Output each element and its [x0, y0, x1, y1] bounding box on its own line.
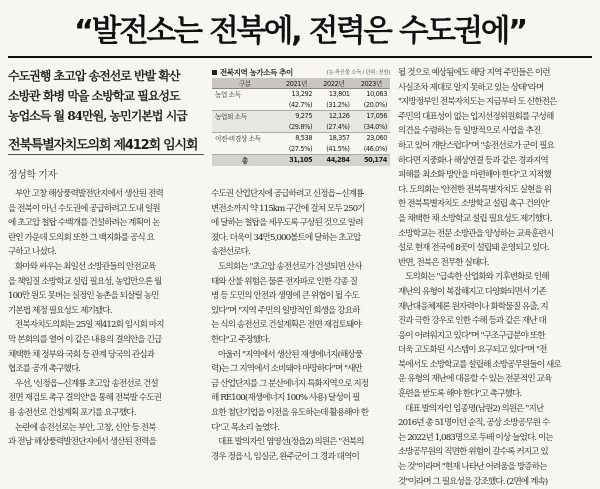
article-line: 100만 원도 못버는 실정인 농촌을 되살릴 농민 — [8, 291, 159, 302]
article-line: 더욱 고도화된 시스템이 요구되고 있다"며 "전 — [398, 345, 547, 356]
table-header: 2023년 — [353, 78, 390, 89]
article-line: 소방학교는 전문 소방관을 양성하는 교육훈련시 — [398, 228, 554, 239]
table-cell — [212, 122, 278, 133]
section-rule — [8, 154, 204, 155]
article-line: 해 RE100(재생에너지 100% 사용) 달성이 필 — [211, 393, 360, 404]
chart-title: 전북지역 농가소득 추이 — [212, 67, 293, 78]
table-cell: 23,060 — [353, 133, 390, 144]
article-line: 전북자치도의회는 25일 제412회 임시회 마지 — [15, 320, 164, 331]
table-cell: 총 — [212, 155, 278, 166]
chart-unit: (농·축산물 소득 / 단위: 천원) — [326, 70, 390, 76]
table-cell: 9,275 — [278, 111, 315, 122]
article-line: 북에서도 소방학교를 설립해 소방공무원들이 새로 — [398, 359, 561, 370]
article-line: 하다면 지중화나 해상연결 등과 같은 경과지역 — [398, 155, 548, 166]
article-line: 진과 극한 강우로 인한 수해 등과 같은 재난 대 — [398, 316, 546, 327]
article-line: 우선, '신정읍~신계룡 초고압 송전선로 건설 — [15, 378, 158, 389]
article-line: 화마와 싸우는 최일선 소방관들의 안전교육 — [15, 261, 156, 272]
table-cell: (20.0%) — [363, 100, 387, 109]
table-cell: 44,284 — [315, 155, 352, 166]
article-line: 는 것"이라며 "현재 나타난 어려움을 방증하는 — [398, 462, 547, 473]
article-line: 사실조차 제대로 알지 못하고 있는 상태"라며 — [398, 82, 544, 93]
article-line: 한 전북특별자치도 소방학교 설립 촉구 건의안' — [398, 199, 550, 210]
table-cell: 8,538 — [278, 133, 315, 144]
article-line: 변전소까지 약 115km 구간에 걸쳐 모두 250기 — [211, 203, 365, 214]
article-line: 채택한 채 정부와 국회 등 관계 당국의 관심과 — [8, 349, 155, 360]
headline-rule — [8, 56, 592, 58]
table-cell: 13,801 — [328, 90, 350, 99]
article-line: 논란에 송전선로는 부안, 고창, 신안 등 전북 — [15, 422, 156, 433]
article-line: 소방공무원의 직면한 위험이 갈수록 커지고 있 — [398, 447, 548, 458]
article-line: 막 본회의를 열어 이 같은 내용의 결의안을 긴급 — [8, 334, 162, 345]
article-line: 졌다. 더욱이 34만5,000볼트에 달하는 초고압 — [211, 232, 361, 243]
article-line: 을 책임질 소방학교 설립 필요성, 농업만으론 월 — [8, 276, 162, 287]
article-line: 도의회는 "초고압 송전선로가 건설되면 산사 — [218, 261, 362, 272]
article-line: 협조를 공개 촉구했다. — [8, 364, 81, 375]
article-line: 대표 발의자인 임종명(남원2) 의원은 "지난 — [405, 403, 544, 414]
table-header: 구분 — [212, 78, 278, 89]
subhead-3: 농업소득 월 84만원, 농민기본법 시급 — [8, 109, 187, 123]
article-line: 피해를 최소화 방안을 마련해야 한다"고 지적했 — [398, 170, 551, 181]
table-cell: (34.0%) — [353, 122, 390, 133]
article-line: 수도권 산업단지에 공급하려고 신정읍~신계룡 — [211, 189, 364, 199]
article-column-2 — [211, 187, 391, 464]
article-line: 과 전남 해상풍력발전단지에서 생산된 전력을 — [8, 437, 156, 448]
article-line: 재난대응체제론 원자력이나 화학물질 유출, 지 — [398, 301, 548, 312]
article-line: 란인 가운데 도의회 또한 그 백지화를 공식 요 — [8, 232, 155, 243]
article-column-3 — [398, 66, 594, 489]
article-line: 있다"며 "지역 주민의 일방적인 희생을 강요하 — [211, 305, 360, 316]
article-line: 력)는 그 지역에서 소비돼야 마땅하다"며 "새만 — [211, 364, 362, 375]
farm-income-table — [212, 66, 390, 181]
article-line: 될 것으로 예상됨에도 해당 지역 주민들은 이런 — [398, 68, 550, 78]
table-cell: 50,174 — [353, 155, 390, 166]
article-line: 용 송전선로 건설계획 포기를 요구했다. — [8, 407, 136, 418]
headline: “발전소는 전북에, 전력은 수도권에” — [73, 13, 526, 49]
article-line: 하고 있어 개탄스럽다"며 "송전선로가 군이 필요 — [398, 140, 554, 151]
table-cell: (46.0%) — [363, 144, 387, 153]
table-cell: (27.4%) — [315, 122, 352, 133]
table-cell: 17,056 — [353, 111, 390, 122]
table-cell: 농업 소득 — [215, 91, 241, 100]
article-line: 한다"고 주장했다. — [211, 334, 270, 345]
article-line: 훈련을 받도록 해야 한다"고 촉구했다. — [398, 389, 522, 400]
article-column-1 — [8, 187, 204, 450]
article-line: 태와 산불 위험은 물론 전자파로 인한 각종 질 — [211, 276, 358, 287]
table-cell: 13,292 — [291, 90, 313, 99]
table-cell: (42.7%) — [288, 100, 313, 109]
article-line: 다"고 목소리 높였다. — [211, 422, 279, 433]
article-line: 경우 정읍시, 임실군, 완주군이 그 경과 대역이 — [211, 451, 359, 462]
table-cell: 10,063 — [366, 90, 387, 99]
article-line: 구하고 나섰다. — [8, 247, 57, 258]
table-cell: 12,126 — [315, 111, 352, 122]
article-line: 운 유형의 재난에 대응할 수 있는 전문적인 교육 — [398, 374, 552, 385]
article-line: 재난의 유형이 복잡해지고 다양화되면서 기존 — [398, 286, 546, 297]
table-cell: 18,357 — [315, 133, 352, 144]
article-line: 기본법 제정 필요성도 제기됐다. — [8, 305, 112, 316]
table-cell — [212, 100, 278, 111]
table-cell — [212, 144, 278, 155]
article-line: 아울러 "지역에서 생산된 재생에너지(해상풍 — [218, 349, 363, 360]
article-line: 에 달하는 철탑을 세우도록 구상된 것으로 알려 — [211, 218, 363, 229]
article-line: 송전선로다. — [211, 247, 250, 258]
article-line: 2016년 총 51명이던 순직, 공상 소방공무원 수 — [398, 418, 550, 429]
table-cell: (29.8%) — [278, 122, 315, 133]
article-line: 설로 현재 전국에 8곳이 설립돼 운영되고 있다. — [398, 243, 549, 254]
table-cell: (27.5%) — [288, 144, 313, 153]
article-line: 전면 재검토 촉구 결의안'을 통해 전북발 수도권 — [8, 393, 162, 404]
table-cell: (41.5%) — [326, 144, 350, 153]
table-header: 2022년 — [315, 78, 352, 89]
article-line: 는 2022년 1,083명으로 두배 이상 늘었다. 이는 — [398, 432, 553, 443]
article-line: 의견을 수렴하는 등 일방적으로 사업을 추진 — [398, 126, 541, 137]
table-cell: 이전-비경상 소득 — [212, 133, 278, 144]
subhead-1: 수도권행 초고압 송전선로 반발 확산 — [8, 69, 180, 83]
article-line: 부안 고창 해상풍력발전단지에서 생산된 전력 — [15, 189, 163, 199]
article-line: 병 등 도민의 안전과 생명에 큰 위협이 될 수도 — [211, 291, 359, 302]
table-cell: (31.2%) — [326, 100, 350, 109]
article-line: 응이 어려워지고 있다"며 "구조구급분야 또한 — [398, 330, 545, 341]
article-line: 도의회는 "급속한 산업화와 기후변화로 인해 — [405, 272, 549, 283]
article-line: 금 산업단지를 그 분산에너지 특화지역으로 지정 — [211, 378, 369, 389]
article-line: 는 식의 송전선로 건설계획은 전면 재검토돼야 — [211, 320, 361, 331]
table-header: 2021년 — [278, 78, 315, 89]
article-line: 반면, 전북은 전무한 실태다. — [398, 257, 489, 268]
article-line: 다. 도의회는 '안전한 전북특별자치도 실현을 위 — [398, 184, 552, 195]
article-line: 것"이라며 그 필요성을 강조했다. (2면에 계속) — [398, 476, 548, 487]
byline: 정성학 기자 — [8, 170, 57, 181]
article-line: 주민의 대표성이 없는 입지선정위원회를 구성해 — [398, 111, 554, 122]
article-line: "지방정부인 전북자치도는 지금부터 도 신한전은 — [398, 97, 557, 108]
subhead-2: 소방관 화병 막을 소방학교 필요성도 — [8, 89, 180, 103]
article-line: 을 채택한 채 소방학교 설립 필요성도 제기했다. — [398, 213, 552, 224]
section-title: 전북특별자치도의회 제412회 임시회 — [8, 138, 198, 153]
article-line: 대표 발의자인 염영선(정읍2) 의원은 "전북의 — [218, 437, 364, 448]
table-cell: 농업외 소득 — [212, 111, 278, 122]
article-line: 을 전북이 아닌 수도권에 공급하려고 도내 일원 — [8, 203, 160, 214]
article-line: 요한 첨단기업을 이전을 유도하는데 활용해야 한 — [211, 407, 369, 418]
article-line: 에 초고압 철탑 수백개를 건설하려는 계획이 논 — [8, 218, 160, 229]
table-cell: 31,105 — [278, 155, 315, 166]
